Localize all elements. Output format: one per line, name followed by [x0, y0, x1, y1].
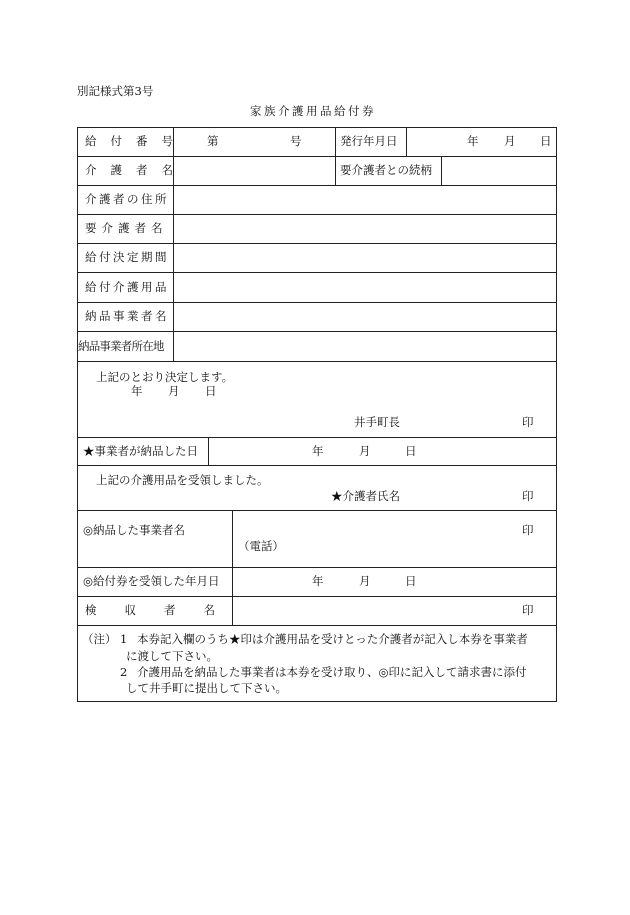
form-title: 家族介護用品給付券: [250, 104, 376, 118]
delivered-year: 年: [312, 444, 324, 458]
rule: [77, 302, 557, 303]
voucher-year: 年: [312, 574, 324, 588]
note-2-line-1: 介護用品を納品した事業者は本券を受け取り、◎印に記入して請求書に添付: [137, 665, 527, 679]
label-period: 給付決定期間: [85, 250, 169, 264]
supplier-phone: （電話）: [238, 539, 284, 553]
issue-month: 月: [504, 134, 516, 148]
rule: [77, 272, 557, 273]
rule: [77, 156, 557, 157]
label-caregiver-address: 介護者の住所: [85, 192, 169, 206]
rule: [77, 243, 557, 244]
delivered-day: 日: [405, 444, 417, 458]
decision-day: 日: [205, 384, 217, 398]
note-1-number: 1: [120, 632, 128, 646]
label-supplier-address: 納品事業者所在地: [78, 339, 164, 353]
rule: [77, 331, 557, 332]
rule: [77, 127, 557, 128]
label-text: 給付番号: [85, 134, 187, 148]
form-number: 別記様式第3号: [77, 84, 154, 98]
label-items: 給付介護用品: [85, 280, 169, 294]
issue-day: 日: [540, 134, 552, 148]
label-number: [85, 134, 187, 148]
decision-month: 月: [168, 384, 180, 398]
rule: [77, 596, 557, 597]
mayor-seal: 印: [522, 415, 534, 429]
rule: [77, 465, 557, 466]
rule: [77, 214, 557, 215]
label-caregiver: 介護者名: [85, 163, 187, 177]
rule: [208, 437, 209, 465]
note-1-line-2: に渡して下さい。: [126, 649, 218, 663]
delivered-month: 月: [359, 444, 371, 458]
rule: [441, 156, 442, 185]
inspector-seal: 印: [522, 603, 534, 617]
caregiver-signature-label: ★介護者氏名: [331, 489, 400, 503]
decision-text: 上記のとおり決定します。: [96, 370, 234, 384]
rule: [77, 701, 557, 702]
mayor-label: 井手町長: [354, 415, 400, 429]
caregiver-seal: 印: [522, 489, 534, 503]
note-2-line-2: して井手町に提出して下さい。: [126, 681, 287, 695]
label-delivered: ★事業者が納品した日: [83, 444, 198, 458]
label-inspector: 検収者名: [85, 603, 243, 617]
note-2-number: 2: [120, 665, 128, 679]
notes-prefix: （注）: [82, 632, 117, 646]
rule: [77, 361, 557, 362]
rule: [77, 437, 557, 438]
label-issue-date: 発行年月日: [340, 134, 398, 148]
received-text: 上記の介護用品を受領しました。: [96, 473, 269, 487]
rule: [77, 127, 78, 702]
rule: [406, 127, 407, 156]
decision-year: 年: [131, 384, 143, 398]
number-go: 号: [290, 134, 302, 148]
rule: [77, 185, 557, 186]
voucher-day: 日: [405, 574, 417, 588]
rule: [77, 510, 557, 511]
label-relation: 要介護者との続柄: [340, 163, 432, 177]
label-supplier: 納品事業者名: [85, 309, 169, 323]
rule: [335, 127, 336, 185]
rule: [556, 127, 557, 702]
issue-year: 年: [467, 134, 479, 148]
label-care-recipient: 要介護者名: [85, 221, 168, 235]
voucher-month: 月: [359, 574, 371, 588]
note-1-line-1: 本券記入欄のうち★印は介護用品を受けとった介護者が記入し本券を事業者: [137, 632, 528, 646]
rule: [77, 625, 557, 626]
label-delivering-supplier: ◎納品した事業者名: [83, 523, 186, 537]
number-dai: 第: [207, 134, 219, 148]
label-voucher-received: ◎給付券を受領した年月日: [83, 574, 220, 588]
supplier-seal: 印: [522, 523, 534, 537]
rule: [77, 567, 557, 568]
